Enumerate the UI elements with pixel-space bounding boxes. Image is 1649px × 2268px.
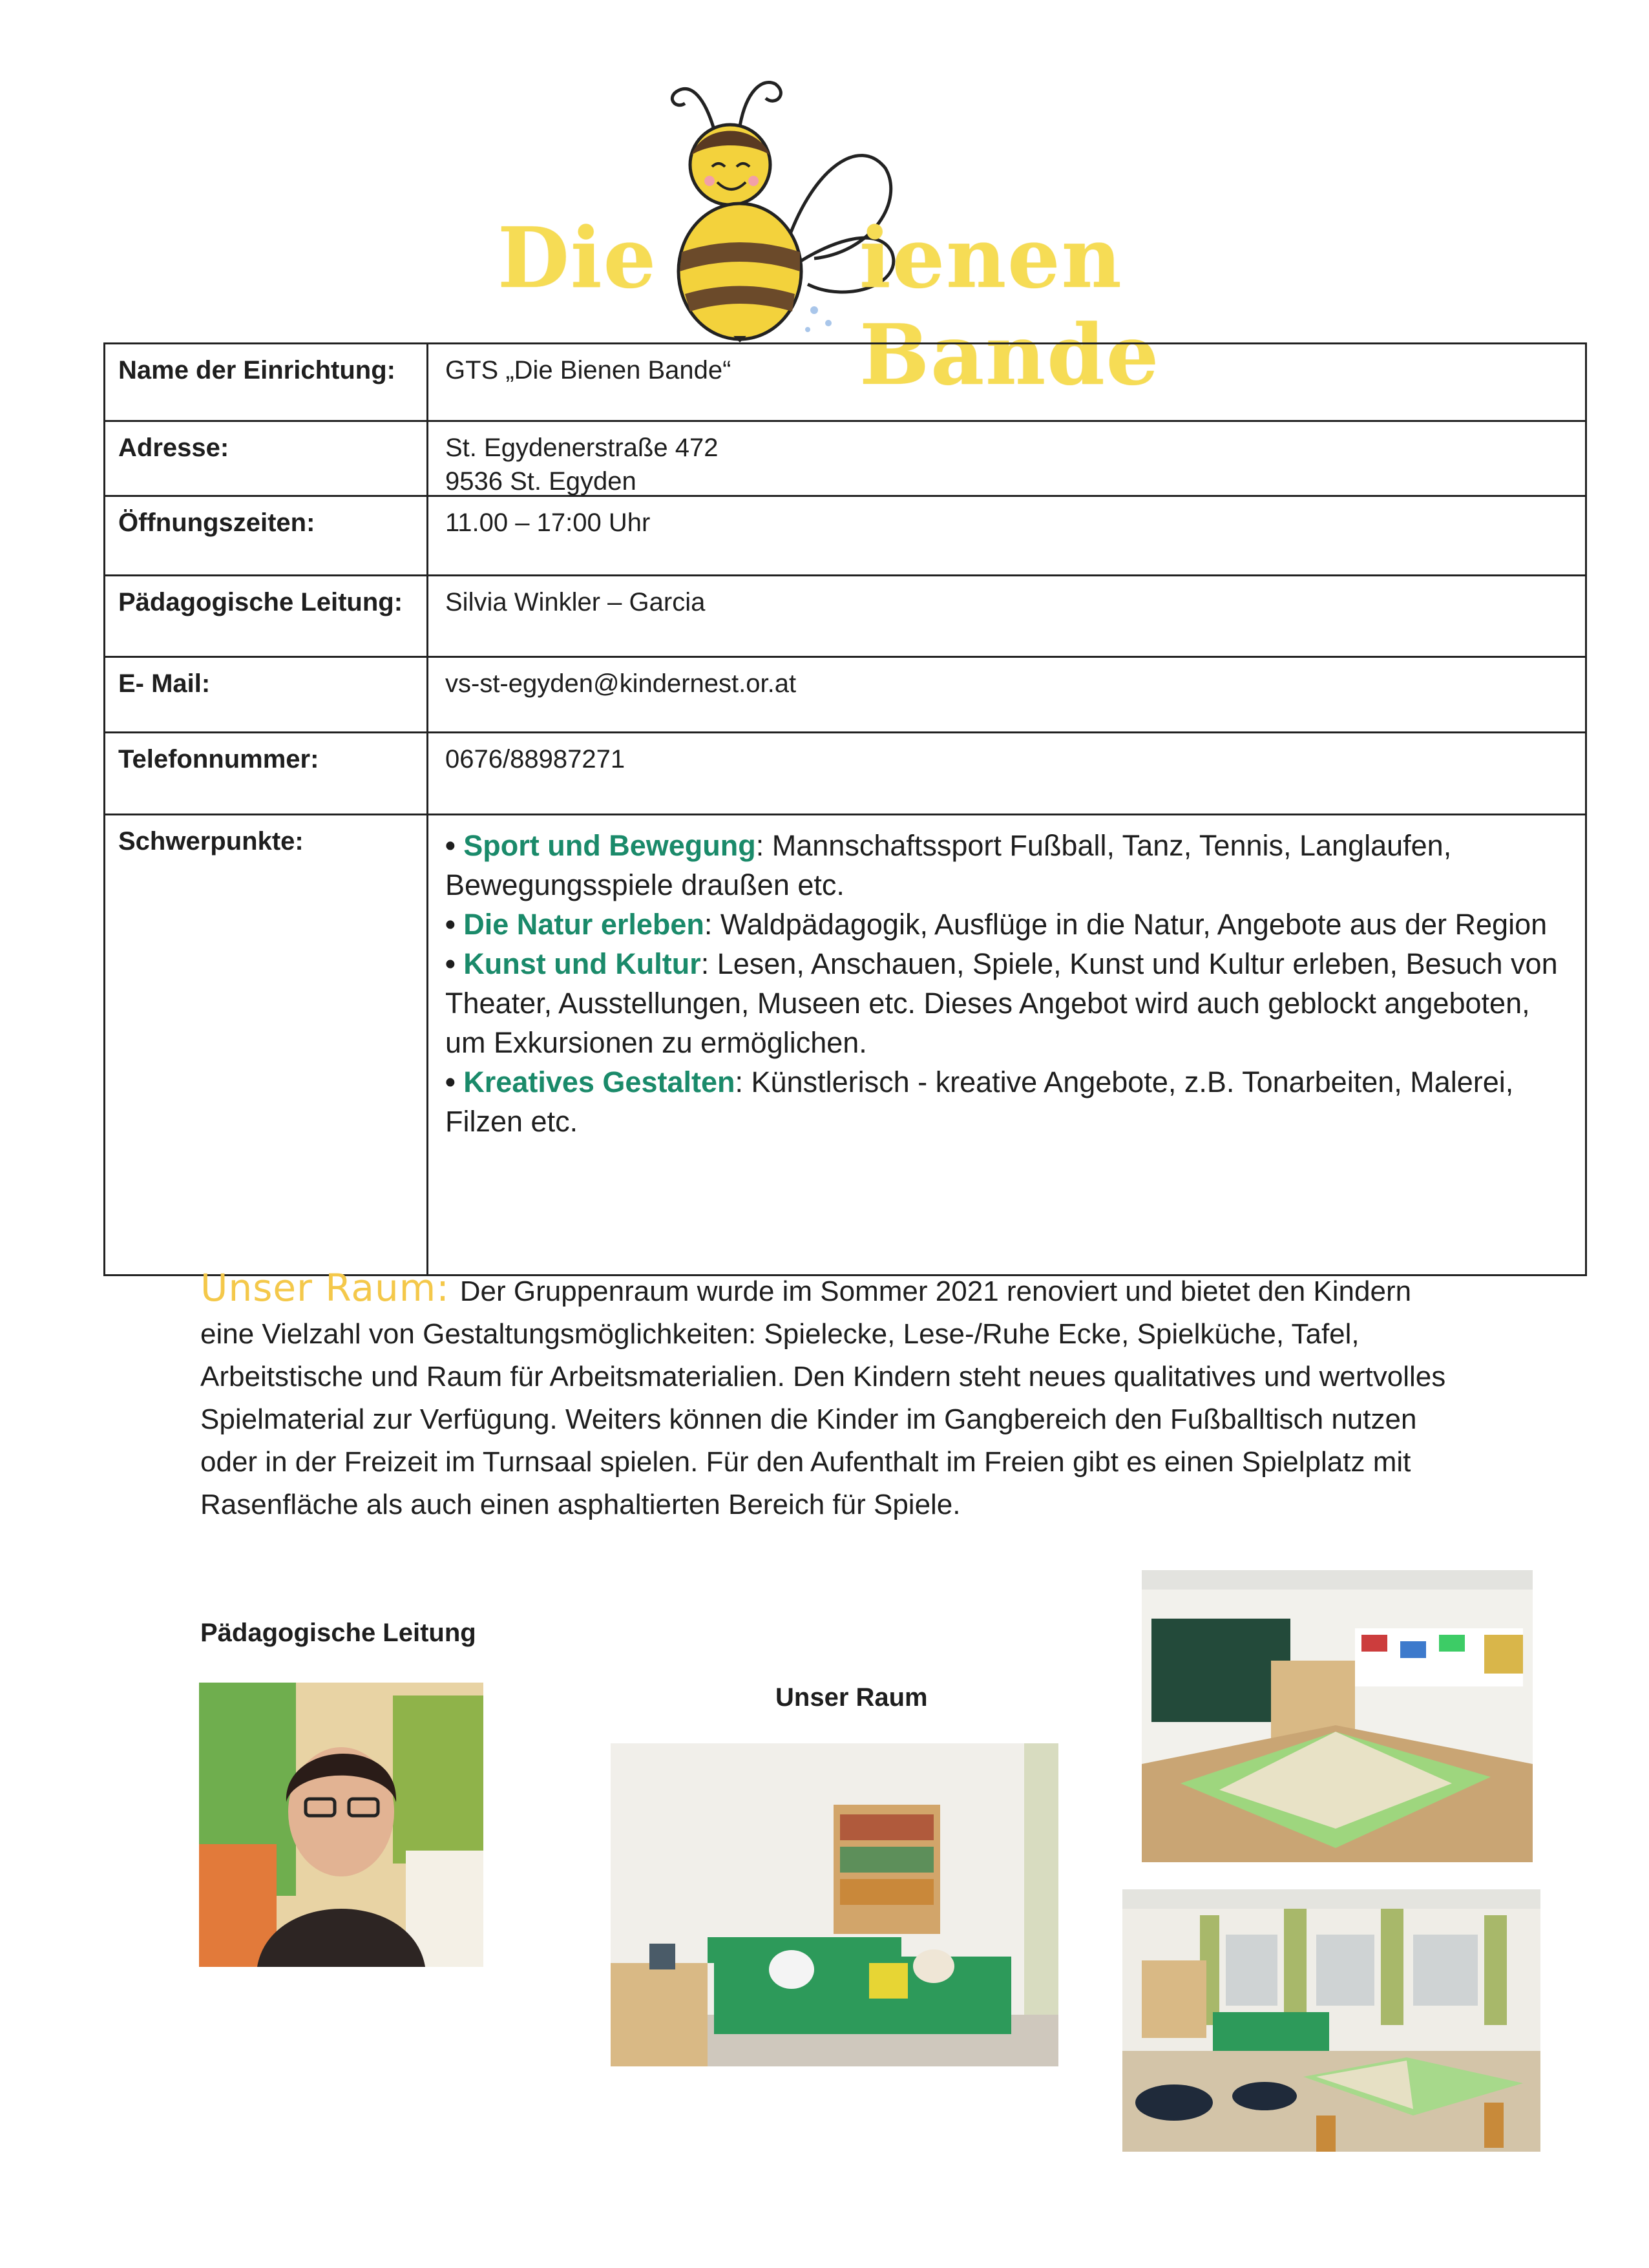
- focus-title: Kunst und Kultur: [463, 947, 701, 980]
- row-label: Schwerpunkte:: [105, 815, 428, 1274]
- phone-value: 0676/88987271: [445, 745, 625, 773]
- caption-our-room: Unser Raum: [775, 1683, 928, 1712]
- focus-title: Kreatives Gestalten: [463, 1066, 735, 1098]
- row-label: Telefonnummer:: [105, 733, 428, 814]
- table-row: [105, 733, 1585, 815]
- bullet-icon: •: [445, 829, 456, 862]
- room-image: [611, 1743, 1058, 2066]
- table-row: [105, 422, 1585, 497]
- leader-photo: [199, 1683, 483, 1967]
- address-line: St. Egydenerstraße 472: [445, 434, 719, 462]
- room-photo-reading-corner: [611, 1743, 1058, 2066]
- table-row: [105, 497, 1585, 576]
- focus-text: : Mannschaftssport Fußball, Tanz, Tennis, Langlaufen, Bewegungsspiele draußen etc.: [445, 829, 1452, 901]
- focus-title: Die Natur erleben: [463, 908, 704, 941]
- row-label: Pädagogische Leitung:: [105, 576, 428, 656]
- portrait-image: [199, 1683, 483, 1967]
- pedagogical-lead: Silvia Winkler – Garcia: [445, 588, 706, 616]
- room-photo-blackboard: [1142, 1570, 1533, 1862]
- institution-name: GTS „Die Bienen Bande“: [445, 356, 731, 384]
- focus-text: : Künstlerisch - kreative Angebote, z.B. Tonarbeiten, Malerei, Filzen etc.: [445, 1066, 1514, 1138]
- room-photo-tables: [1122, 1889, 1540, 2152]
- room-heading: Unser Raum:: [200, 1266, 450, 1310]
- focus-title: Sport und Bewegung: [463, 829, 756, 862]
- focus-item: [445, 944, 1568, 1062]
- focus-text: : Lesen, Anschauen, Spiele, Kunst und Kultur erleben, Besuch von Theater, Ausstellungen, Museen etc. Dieses Angebot wird auch geblockt angeboten, um Exkursionen zu ermöglichen.: [445, 947, 1558, 1059]
- bullet-icon: •: [445, 947, 456, 980]
- address-line: 9536 St. Egyden: [445, 467, 636, 496]
- caption-pedagogical-lead: Pädagogische Leitung: [200, 1619, 476, 1647]
- table-row: [105, 576, 1585, 658]
- logo-word-bienen-bande: ienen Bande: [859, 210, 1161, 404]
- focus-text: : Waldpädagogik, Ausflüge in die Natur, Angebote aus der Region: [704, 908, 1548, 941]
- room-paragraph: Der Gruppenraum wurde im Sommer 2021 renoviert und bietet den Kindern eine Vielzahl von Gestaltungsmöglichkeiten: Spielecke, Lese-/Ruhe Ecke, Spielküche, Tafel, Arbeitstische und Raum für Arbeitsmaterialien. Den Kindern steht neues qualitatives und wertvolles Spielmaterial zur Verfügung. Weiters können die Kinder im Gangbereich den Fußballtisch nutzen oder in der Freizeit im Turnsaal spielen. Für den Aufenthalt im Freien gibt es einen Spielplatz mit Rasenfläche als auch einen asphaltierten Bereich für Spiele.: [200, 1276, 1446, 1520]
- table-row: [105, 815, 1585, 1274]
- room-image: [1142, 1570, 1533, 1862]
- email-value: vs-st-egyden@kindernest.or.at: [445, 669, 797, 698]
- focus-item: [445, 826, 1568, 905]
- logo-word-die: Die: [498, 210, 658, 307]
- row-label: Öffnungszeiten:: [105, 497, 428, 574]
- bullet-icon: •: [445, 1066, 456, 1098]
- focus-list: [428, 815, 1585, 1274]
- info-table: [103, 342, 1587, 1276]
- focus-item: [445, 905, 1568, 944]
- table-row: [105, 658, 1585, 733]
- room-description: [200, 1266, 1460, 1526]
- bullet-icon: •: [445, 908, 456, 941]
- address-value: [428, 422, 1585, 495]
- row-label: E- Mail:: [105, 658, 428, 731]
- table-row: [105, 344, 1585, 422]
- row-label: Adresse:: [105, 422, 428, 495]
- opening-hours: 11.00 – 17:00 Uhr: [445, 509, 651, 537]
- row-label: Name der Einrichtung:: [105, 344, 428, 420]
- focus-item: [445, 1062, 1568, 1141]
- room-image: [1122, 1889, 1540, 2152]
